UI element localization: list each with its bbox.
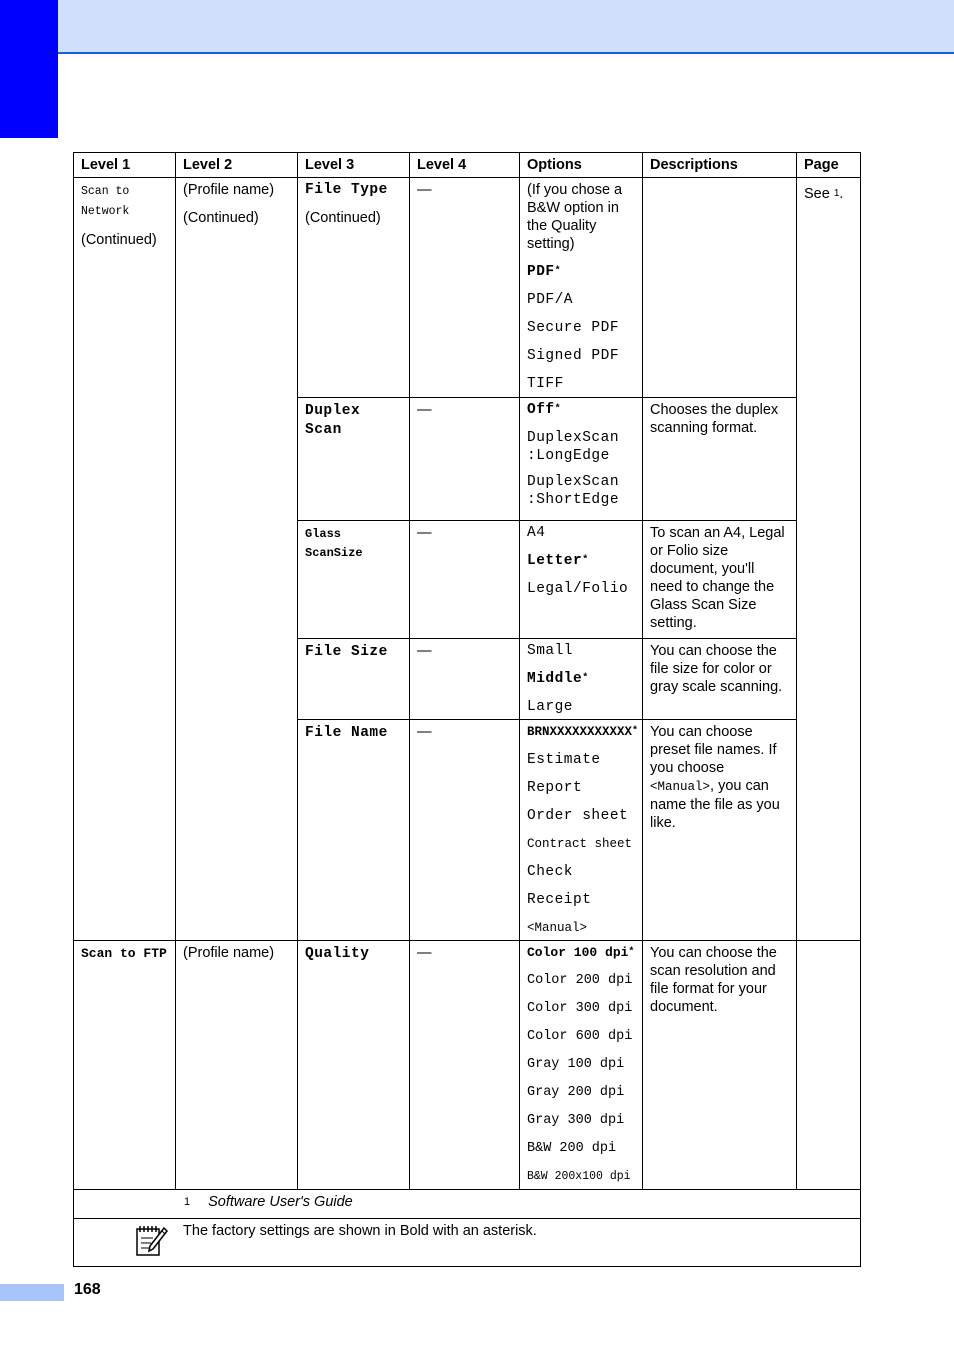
table-row [74, 178, 861, 398]
description-cell: Chooses the duplex scanning format. [643, 398, 797, 521]
option-item: Large [527, 699, 574, 715]
table-row [74, 941, 861, 1190]
level3-file-type: File Type [305, 182, 388, 198]
level3-cell [298, 178, 410, 398]
option-item: Gray 200 dpi [527, 1085, 625, 1100]
note-pencil-icon [133, 1222, 169, 1263]
page-number: 168 [74, 1281, 101, 1298]
level3-cell [298, 720, 410, 941]
level4-cell: — [410, 521, 520, 639]
option-item: Letter* [527, 553, 589, 569]
level3-cell [298, 398, 410, 521]
level4-cell: — [410, 398, 520, 521]
description-cell: To scan an A4, Legal or Folio size document, you'll need to change the Glass Scan Size setting. [643, 521, 797, 639]
options-cell [520, 398, 643, 521]
level1-cell [74, 178, 176, 941]
level3-glass-scansize: Glass ScanSize [305, 527, 363, 560]
header-options: Options [520, 153, 643, 178]
option-item: DuplexScan :ShortEdge [527, 474, 620, 508]
level2-cell: (Profile name) [176, 941, 298, 1190]
level1-cell [74, 941, 176, 1190]
description-cell: You can choose preset file names. If you choose <Manual>, you can name the file as you like. [643, 720, 797, 941]
description-cell [643, 178, 797, 398]
option-item: Gray 100 dpi [527, 1057, 625, 1072]
option-item: Order sheet [527, 808, 629, 824]
table-header-row [74, 153, 861, 178]
level4-cell: — [410, 178, 520, 398]
option-item: B&W 200x100 dpi [527, 1170, 631, 1183]
footer-bar [0, 1284, 64, 1301]
description-cell: You can choose the file size for color or gray scale scanning. [643, 639, 797, 720]
manual-code: <Manual> [650, 780, 711, 794]
option-item: PDF/A [527, 292, 574, 308]
option-item: DuplexScan :LongEdge [527, 430, 620, 464]
note-row [74, 1219, 861, 1267]
header-level3: Level 3 [298, 153, 410, 178]
option-item: Secure PDF [527, 320, 620, 336]
option-item: Middle* [527, 671, 589, 687]
header-level1: Level 1 [74, 153, 176, 178]
options-cell [520, 941, 643, 1190]
options-cell [520, 639, 643, 720]
option-item: Estimate [527, 752, 601, 768]
level4-cell: — [410, 720, 520, 941]
option-item: <Manual> [527, 921, 588, 935]
page-ref: See $^1$. [804, 186, 844, 202]
option-item: Color 100 dpi* [527, 945, 635, 960]
option-item: Report [527, 780, 583, 796]
header-level4: Level 4 [410, 153, 520, 178]
page-cell [797, 178, 861, 941]
level3-quality: Quality [305, 946, 370, 962]
option-item: Signed PDF [527, 348, 620, 364]
footnote-ref: 1 [833, 188, 840, 199]
page-cell [797, 941, 861, 1190]
options-cell [520, 178, 643, 398]
option-item: Color 200 dpi [527, 973, 633, 988]
level2-continued: (Continued) [183, 210, 259, 226]
option-item: Contract sheet [527, 837, 633, 851]
options-intro: (If you chose a B&W option in the Quality setting) [527, 182, 623, 252]
level4-cell: — [410, 639, 520, 720]
description-cell: You can choose the scan resolution and file format for your document. [643, 941, 797, 1190]
options-cell [520, 521, 643, 639]
level4-cell: — [410, 941, 520, 1190]
option-item: PDF* [527, 264, 562, 280]
level3-continued: (Continued) [305, 210, 381, 226]
note-text: The factory settings are shown in Bold with an asterisk. [183, 1223, 537, 1239]
option-item: Check [527, 864, 574, 880]
level1-scan-network: Scan to Network [81, 185, 130, 218]
footnote-row [74, 1190, 861, 1219]
level3-file-size: File Size [305, 644, 388, 660]
level1-scan-ftp: Scan to FTP [81, 946, 167, 961]
option-item: Small [527, 643, 574, 659]
option-item: Legal/Folio [527, 581, 629, 597]
option-item: Color 300 dpi [527, 1001, 633, 1016]
header-level2: Level 2 [176, 153, 298, 178]
level3-cell [298, 521, 410, 639]
option-item: A4 [527, 525, 546, 541]
header-page: Page [797, 153, 861, 178]
options-cell [520, 720, 643, 941]
option-item: BRNXXXXXXXXXXX* [527, 725, 639, 739]
level3-duplex-scan: Duplex Scan [305, 403, 361, 438]
level1-continued: (Continued) [81, 232, 157, 248]
footnote-text: Software User's Guide [208, 1194, 353, 1210]
option-item: B&W 200 dpi [527, 1141, 617, 1156]
level3-file-name: File Name [305, 725, 388, 741]
option-item: Off* [527, 402, 562, 418]
option-item: TIFF [527, 376, 564, 392]
option-item: Color 600 dpi [527, 1029, 633, 1044]
level3-cell [298, 941, 410, 1190]
settings-table [73, 152, 861, 1267]
header-band [0, 0, 954, 54]
level3-cell [298, 639, 410, 720]
chapter-tab [0, 0, 58, 138]
header-descriptions: Descriptions [643, 153, 797, 178]
option-item: Receipt [527, 892, 592, 908]
level2-profile-name: (Profile name) [183, 182, 275, 198]
footnote-number: 1 [184, 1196, 191, 1208]
option-item: Gray 300 dpi [527, 1113, 625, 1128]
level2-cell [176, 178, 298, 941]
